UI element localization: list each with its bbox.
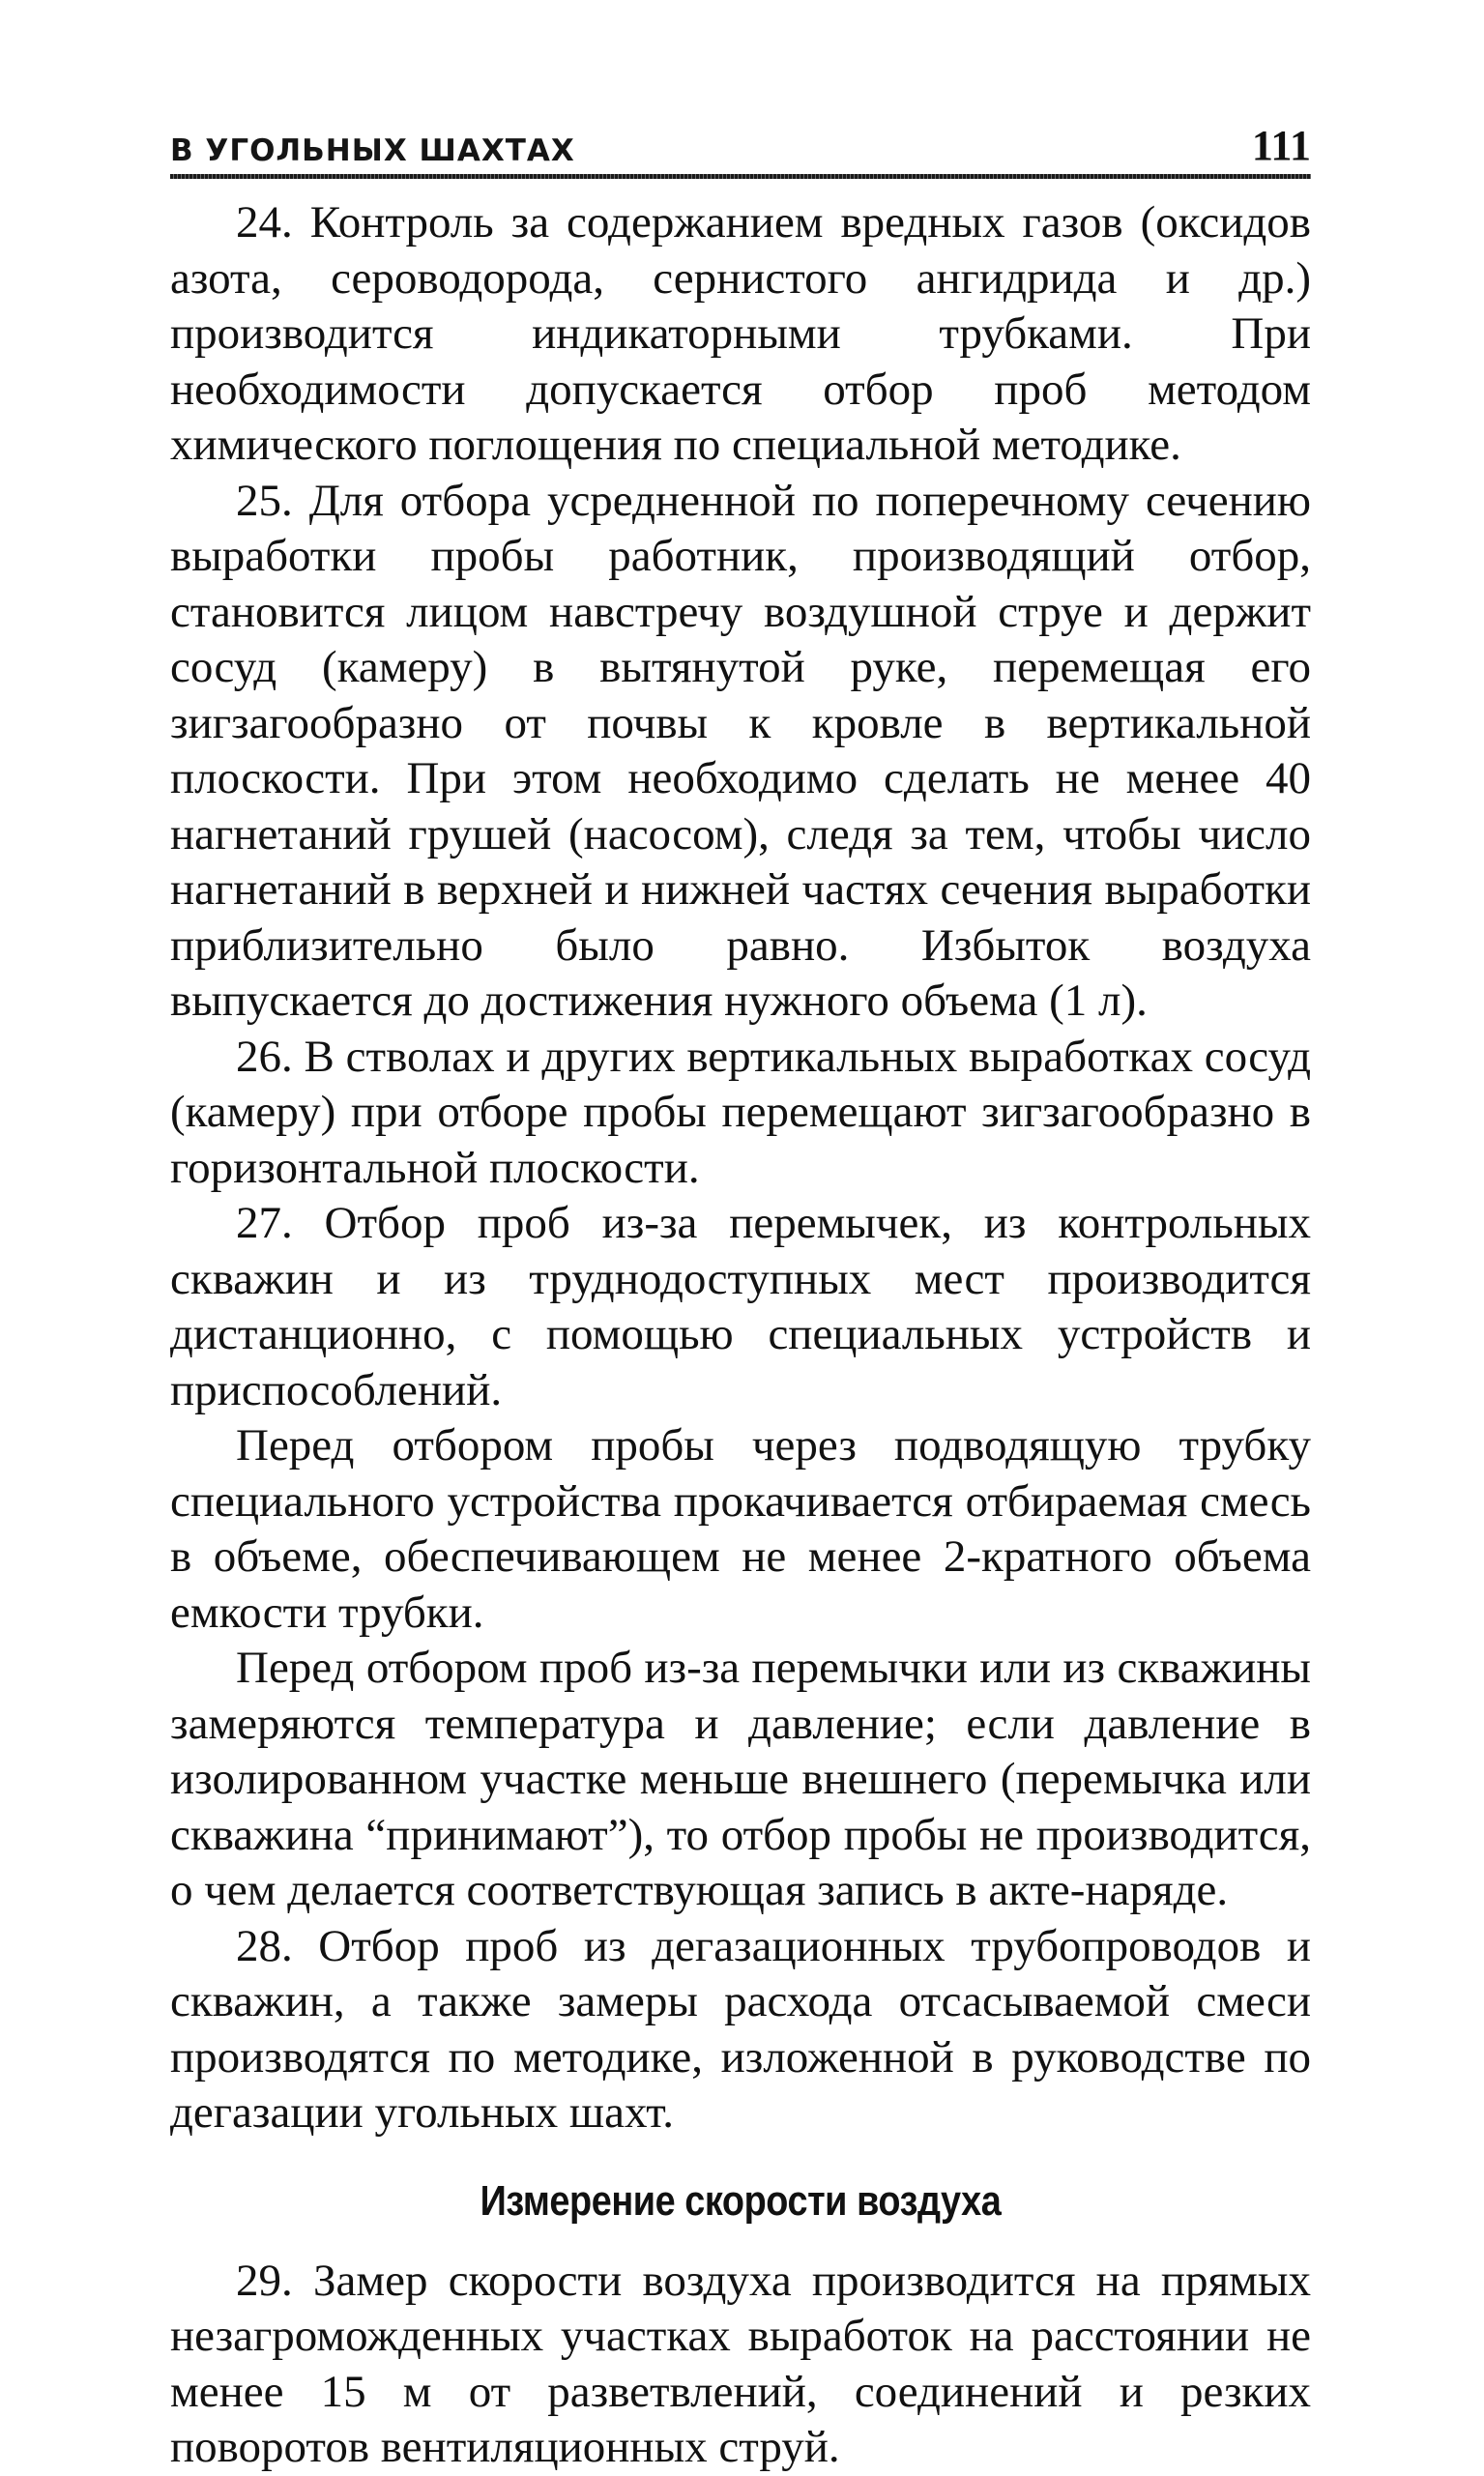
running-title: В УГОЛЬНЫХ ШАХТАХ bbox=[170, 133, 575, 168]
section-heading: Измерение скорости воздуха bbox=[480, 2176, 1002, 2225]
paragraph-25: 25. Для отбора усредненной по поперечному сечению выработки пробы работник, производящий отбор, становится лицом навстречу воздушной струе и держит сосуд (камеру) в вытянутой руке, перемещая его зигзагообразно от почвы к кровле в вертикальной плоскости. При этом необходимо сделать не менее 40 нагнетаний грушей (насосом), следя за тем, чтобы число нагнетаний в верхней и нижней частях сечения выработки приблизительно было равно. Избыток воздуха выпускается до достижения нужного объема (1 л). bbox=[170, 475, 1311, 1026]
running-header bbox=[170, 124, 1311, 174]
paragraph-26: 26. В стволах и других вертикальных выработках сосуд (камеру) при отборе пробы перемещают зигзагообразно в горизонтальной плоскости. bbox=[170, 1031, 1311, 1193]
paragraph-28: 28. Отбор проб из дегазационных трубопроводов и скважин, а также замеры расхода отсасываемой смеси производятся по методике, изложенной в руководстве по дегазации угольных шахт. bbox=[170, 1920, 1311, 2138]
body-text bbox=[170, 195, 1311, 2476]
paragraph-27: 27. Отбор проб из-за перемычек, из контрольных скважин и из труднодоступных мест производится дистанционно, с помощью специальных устройств и приспособлений. bbox=[170, 1198, 1311, 1415]
paragraph-29: 29. Замер скорости воздуха производится на прямых незагроможденных участках выработок на расстоянии не менее 15 м от разветвлений, соединений и резких поворотов вентиляционных струй. bbox=[170, 2255, 1311, 2472]
paragraph-27-pumping: Перед отбором пробы через подводящую трубку специального устройства прокачивается отбираемая смесь в объеме, обеспечивающем не менее 2-кратного объема емкости трубки. bbox=[170, 1420, 1311, 1638]
paragraph-24: 24. Контроль за содержанием вредных газов (оксидов азота, сероводорода, сернистого ангидрида и др.) производится индикаторными трубками. При необходимости допускается отбор проб методом химического поглощения по специальной методике. bbox=[170, 197, 1311, 470]
page-number: 111 bbox=[1251, 122, 1311, 169]
header-rule bbox=[170, 174, 1311, 179]
paragraph-27-pressure: Перед отбором проб из-за перемычки или из скважины замеряются температура и давление; если давление в изолированном участке меньше внешнего (перемычка или скважина “принимают”), то отбор пробы не производится, о чем делается соответствующая запись в акте-наряде. bbox=[170, 1643, 1311, 1915]
